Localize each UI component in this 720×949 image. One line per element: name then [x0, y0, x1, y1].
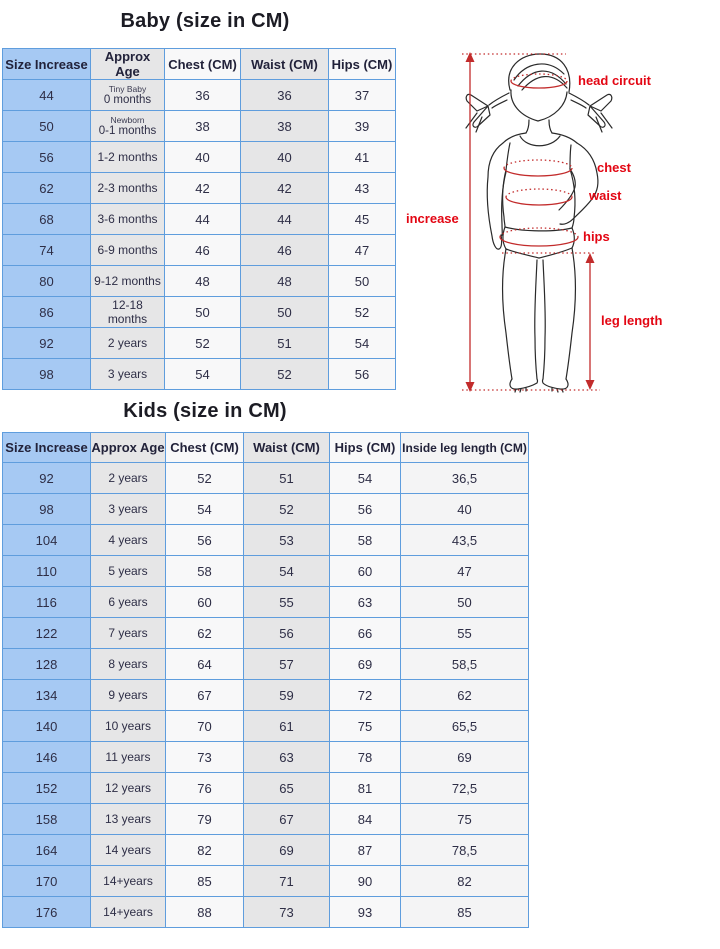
cell: 164	[3, 835, 91, 866]
cell: 55	[401, 618, 529, 649]
table-row	[3, 804, 529, 835]
cell: 72	[330, 680, 401, 711]
cell: 87	[330, 835, 401, 866]
table-row	[3, 835, 529, 866]
cell: 37	[329, 80, 396, 111]
kids-header-row	[3, 433, 529, 463]
cell: 67	[166, 680, 244, 711]
table-row	[3, 587, 529, 618]
kids-size-table	[2, 432, 529, 928]
cell: 58,5	[401, 649, 529, 680]
cell: 170	[3, 866, 91, 897]
column-header: Size Increase	[3, 49, 91, 80]
cell: 40	[401, 494, 529, 525]
waist-label: waist	[589, 188, 622, 203]
cell: 66	[330, 618, 401, 649]
cell: 48	[165, 266, 241, 297]
cell: 73	[166, 742, 244, 773]
chest-circumference-ellipse	[504, 168, 572, 176]
table-row	[3, 711, 529, 742]
cell: 12-18 months	[91, 297, 165, 328]
cell: 13 years	[91, 804, 166, 835]
cell: 146	[3, 742, 91, 773]
cell: 6 years	[91, 587, 166, 618]
column-header: Waist (CM)	[244, 433, 330, 463]
table-row	[3, 235, 396, 266]
cell: 116	[3, 587, 91, 618]
cell: 56	[330, 494, 401, 525]
cell: 63	[244, 742, 330, 773]
cell: 50	[165, 297, 241, 328]
cell: 40	[241, 142, 329, 173]
cell: 55	[244, 587, 330, 618]
cell: 85	[166, 866, 244, 897]
table-row	[3, 525, 529, 556]
cell: 51	[244, 463, 330, 494]
table-row	[3, 111, 396, 142]
table-row	[3, 80, 396, 111]
cell: 56	[166, 525, 244, 556]
cell: 6-9 months	[91, 235, 165, 266]
cell: 56	[3, 142, 91, 173]
cell: 12 years	[91, 773, 166, 804]
cell: 3-6 months	[91, 204, 165, 235]
cell: 71	[244, 866, 330, 897]
cell: 79	[166, 804, 244, 835]
column-header: Hips (CM)	[329, 49, 396, 80]
hips-circumference-ellipse	[500, 237, 578, 246]
cell: 54	[244, 556, 330, 587]
cell: 64	[166, 649, 244, 680]
chest-label: chest	[597, 160, 631, 175]
table-row	[3, 649, 529, 680]
cell: 86	[3, 297, 91, 328]
cell: 93	[330, 897, 401, 928]
waist-circumference-ellipse	[506, 197, 572, 205]
cell: 7 years	[91, 618, 166, 649]
cell: 82	[401, 866, 529, 897]
table-row	[3, 173, 396, 204]
cell	[91, 80, 165, 111]
cell: 36	[165, 80, 241, 111]
cell: 3 years	[91, 359, 165, 390]
baby-table-title: Baby (size in CM)	[120, 10, 290, 32]
cell: 5 years	[91, 556, 166, 587]
table-row	[3, 204, 396, 235]
hips-label: hips	[583, 229, 610, 244]
cell: 62	[166, 618, 244, 649]
cell: 75	[330, 711, 401, 742]
cell: 98	[3, 494, 91, 525]
cell: 43	[329, 173, 396, 204]
measurement-diagram	[398, 38, 720, 400]
cell: 2 years	[91, 463, 166, 494]
cell: 58	[330, 525, 401, 556]
cell: 43,5	[401, 525, 529, 556]
table-row	[3, 773, 529, 804]
table-row	[3, 897, 529, 928]
cell: 14 years	[91, 835, 166, 866]
girl-measurement-illustration	[398, 38, 720, 400]
cell: 56	[329, 359, 396, 390]
cell: 52	[165, 328, 241, 359]
cell: 44	[3, 80, 91, 111]
cell: 62	[3, 173, 91, 204]
table-row	[3, 142, 396, 173]
cell: 128	[3, 649, 91, 680]
age-text: 0 months	[103, 94, 152, 106]
cell: 38	[241, 111, 329, 142]
cell: 45	[329, 204, 396, 235]
cell: 134	[3, 680, 91, 711]
cell: 14+years	[91, 897, 166, 928]
cell: 158	[3, 804, 91, 835]
cell: 44	[165, 204, 241, 235]
kids-table-title: Kids (size in CM)	[123, 400, 287, 422]
cell: 69	[401, 742, 529, 773]
column-header: Chest (CM)	[166, 433, 244, 463]
cell: 80	[3, 266, 91, 297]
cell: 52	[329, 297, 396, 328]
cell: 82	[166, 835, 244, 866]
cell: 50	[241, 297, 329, 328]
cell: 176	[3, 897, 91, 928]
cell: 44	[241, 204, 329, 235]
table-row	[3, 328, 396, 359]
cell: 59	[244, 680, 330, 711]
column-header: Inside leg length (CM)	[401, 433, 529, 463]
column-header: Approx Age	[91, 433, 166, 463]
cell: 52	[241, 359, 329, 390]
cell	[91, 111, 165, 142]
cell: 67	[244, 804, 330, 835]
cell: 85	[401, 897, 529, 928]
cell: 39	[329, 111, 396, 142]
cell: 65	[244, 773, 330, 804]
cell: 122	[3, 618, 91, 649]
table-row	[3, 359, 396, 390]
cell: 11 years	[91, 742, 166, 773]
cell: 63	[330, 587, 401, 618]
cell: 88	[166, 897, 244, 928]
cell: 61	[244, 711, 330, 742]
table-row	[3, 556, 529, 587]
cell: 54	[329, 328, 396, 359]
cell: 46	[241, 235, 329, 266]
age-note: Newborn	[110, 115, 145, 125]
cell: 58	[166, 556, 244, 587]
cell: 62	[401, 680, 529, 711]
table-row	[3, 618, 529, 649]
column-header: Waist (CM)	[241, 49, 329, 80]
cell: 36	[241, 80, 329, 111]
table-row	[3, 680, 529, 711]
cell: 4 years	[91, 525, 166, 556]
cell: 9 years	[91, 680, 166, 711]
cell: 152	[3, 773, 91, 804]
column-header: Approx Age	[91, 49, 165, 80]
cell: 14+years	[91, 866, 166, 897]
cell: 73	[244, 897, 330, 928]
cell: 42	[241, 173, 329, 204]
cell: 1-2 months	[91, 142, 165, 173]
cell: 46	[165, 235, 241, 266]
cell: 56	[244, 618, 330, 649]
arrowheads	[466, 52, 595, 392]
cell: 2 years	[91, 328, 165, 359]
column-header: Hips (CM)	[330, 433, 401, 463]
cell: 47	[329, 235, 396, 266]
cell: 68	[3, 204, 91, 235]
cell: 54	[166, 494, 244, 525]
cell: 54	[165, 359, 241, 390]
cell: 76	[166, 773, 244, 804]
cell: 38	[165, 111, 241, 142]
age-note: Tiny Baby	[108, 84, 147, 94]
cell: 47	[401, 556, 529, 587]
cell: 3 years	[91, 494, 166, 525]
cell: 52	[166, 463, 244, 494]
cell: 9-12 months	[91, 266, 165, 297]
cell: 70	[166, 711, 244, 742]
cell: 57	[244, 649, 330, 680]
leg-length-label: leg length	[601, 313, 663, 328]
cell: 90	[330, 866, 401, 897]
increase-label: increase	[406, 211, 459, 226]
cell: 50	[3, 111, 91, 142]
cell: 78,5	[401, 835, 529, 866]
cell: 10 years	[91, 711, 166, 742]
table-row	[3, 742, 529, 773]
cell: 40	[165, 142, 241, 173]
cell: 110	[3, 556, 91, 587]
table-row	[3, 463, 529, 494]
cell: 84	[330, 804, 401, 835]
cell: 75	[401, 804, 529, 835]
cell: 52	[244, 494, 330, 525]
cell: 41	[329, 142, 396, 173]
cell: 51	[241, 328, 329, 359]
cell: 98	[3, 359, 91, 390]
age-text: 0-1 months	[98, 125, 157, 137]
cell: 140	[3, 711, 91, 742]
cell: 74	[3, 235, 91, 266]
table-row	[3, 866, 529, 897]
table-row	[3, 266, 396, 297]
table-row	[3, 297, 396, 328]
baby-header-row	[3, 49, 396, 80]
cell: 81	[330, 773, 401, 804]
column-header: Size Increase	[3, 433, 91, 463]
cell: 50	[329, 266, 396, 297]
cell: 60	[166, 587, 244, 618]
cell: 8 years	[91, 649, 166, 680]
cell: 78	[330, 742, 401, 773]
cell: 69	[330, 649, 401, 680]
cell: 104	[3, 525, 91, 556]
cell: 54	[330, 463, 401, 494]
cell: 50	[401, 587, 529, 618]
baby-size-table	[2, 48, 396, 390]
cell: 53	[244, 525, 330, 556]
column-header: Chest (CM)	[165, 49, 241, 80]
cell: 36,5	[401, 463, 529, 494]
head-circuit-label: head circuit	[578, 73, 651, 88]
cell: 65,5	[401, 711, 529, 742]
cell: 42	[165, 173, 241, 204]
cell: 2-3 months	[91, 173, 165, 204]
cell: 72,5	[401, 773, 529, 804]
cell: 48	[241, 266, 329, 297]
cell: 60	[330, 556, 401, 587]
cell: 92	[3, 463, 91, 494]
table-row	[3, 494, 529, 525]
cell: 92	[3, 328, 91, 359]
cell: 69	[244, 835, 330, 866]
